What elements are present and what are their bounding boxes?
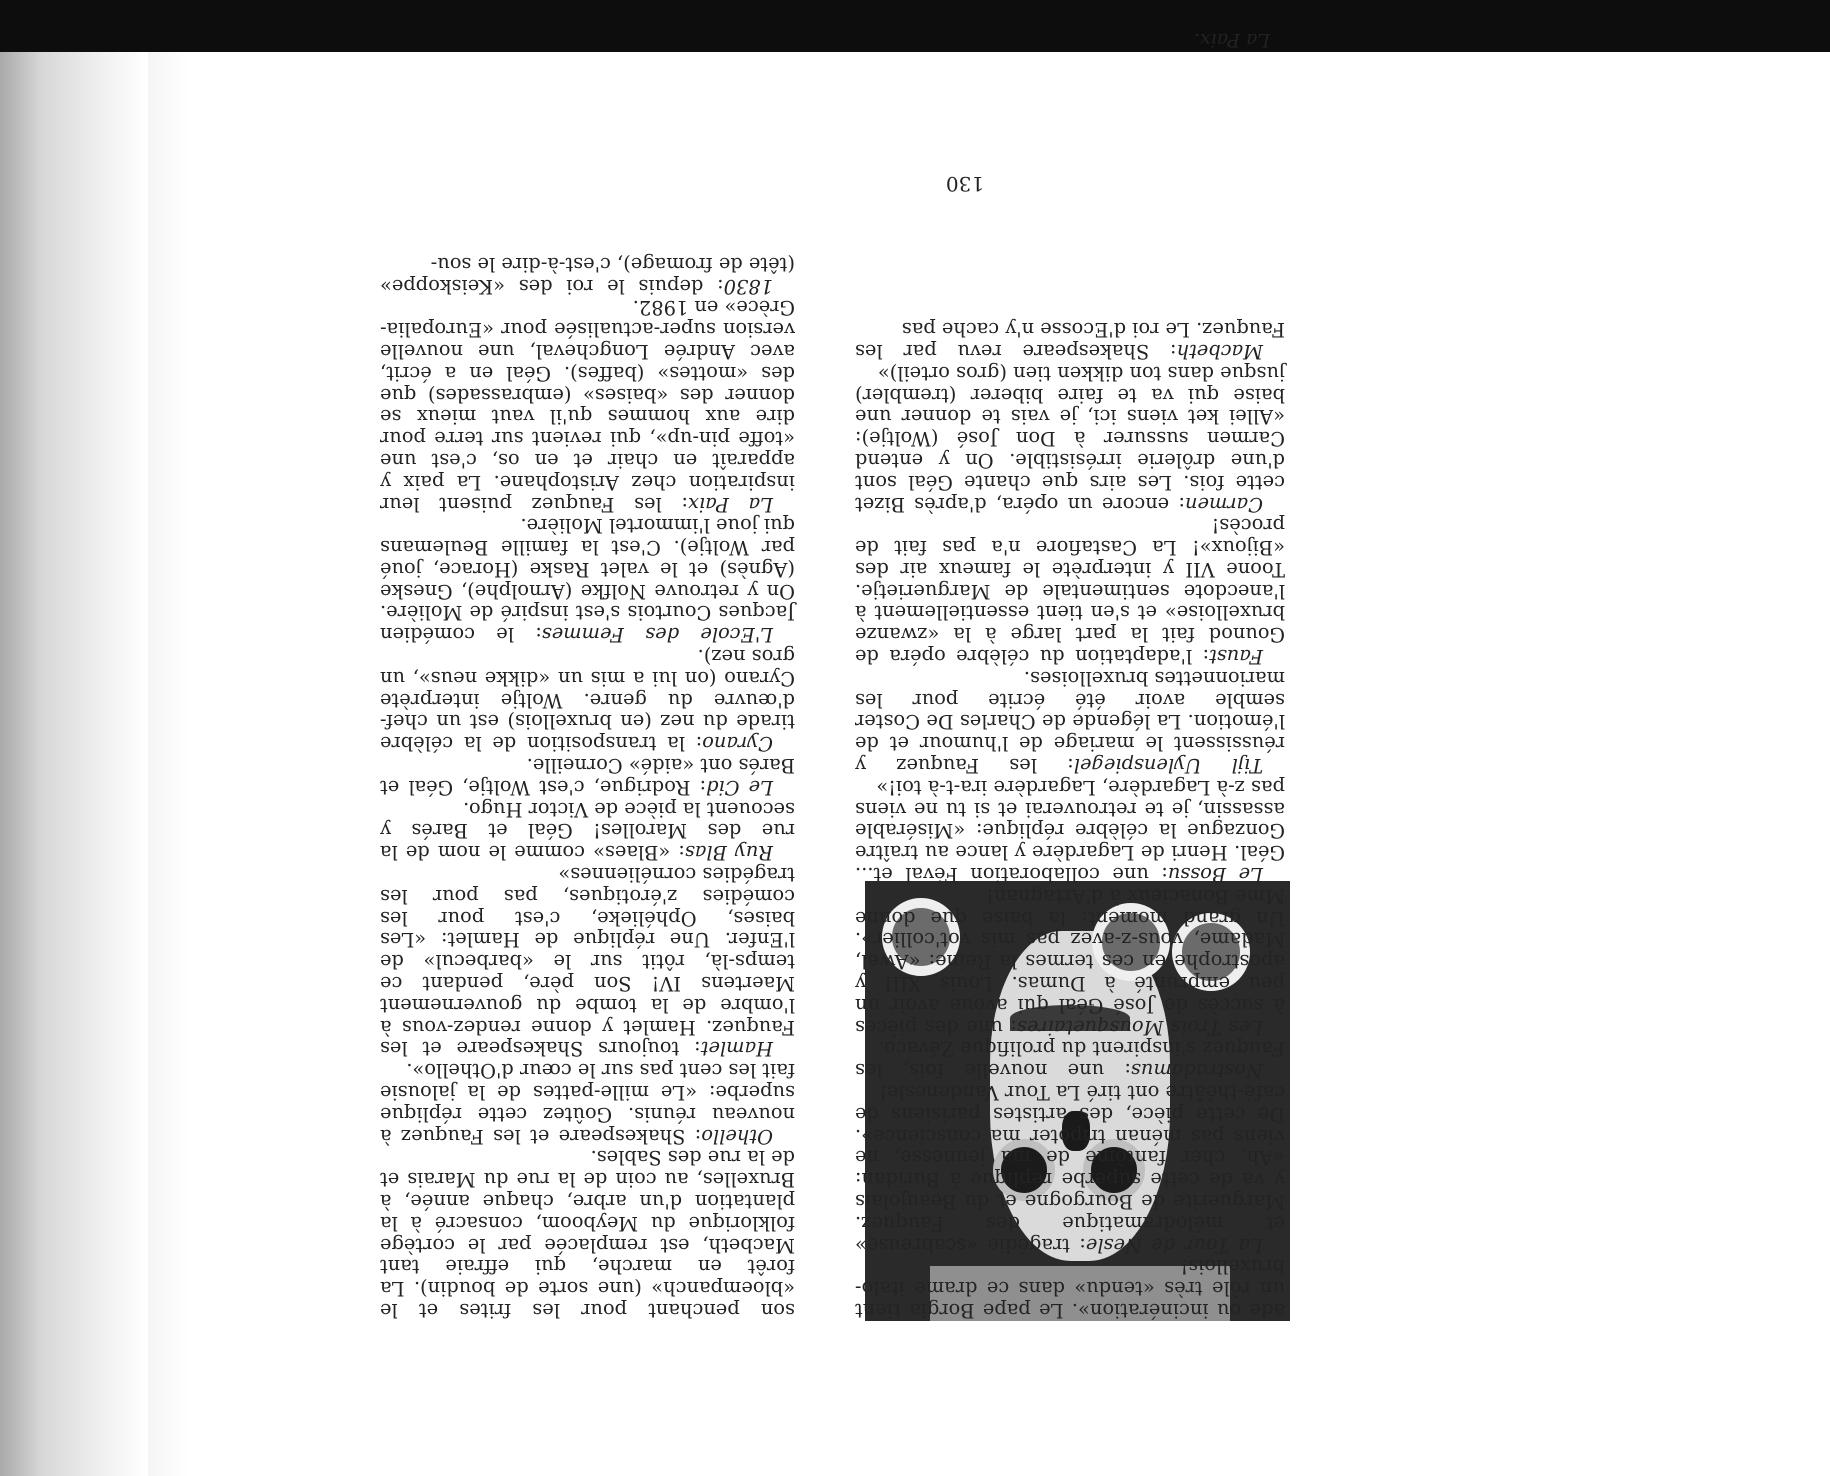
paragraph-title: Faust — [1209, 645, 1263, 669]
paragraph — [855, 885, 1285, 1038]
paragraph-text: : depuis le roi des «Keiskoppe» (tête de fromage), c'est-à-dire le sou- — [380, 252, 795, 298]
paragraph-title: Carmen — [1184, 492, 1263, 516]
text-column-left — [855, 318, 1285, 1321]
paragraph — [380, 253, 795, 297]
paragraph-text: : une des pièces à succès de José Géal qui avoue avoir un peu emprunté à Dumas. Louis XIII y apostrophe en ces termes la Reine: «Awel, Madame, vous-z-avez pas mis vot'collier». Un grand moment: la baise que donne Mme Bonacieux à d'Artagnan! — [855, 884, 1285, 1039]
paragraph-text: : les Fauquez y réussissent le mariage de l'humour et de l'émotion. La légende de Charles De Coster semble avoir été écrite pour les marionnettes bruxelloises. — [855, 666, 1285, 778]
paragraph-title: L'Ecole des Femmes — [541, 623, 773, 647]
paragraph-title: Les Trois Mousquetaires — [1016, 1015, 1263, 1039]
page-number: 130 — [945, 172, 985, 196]
paragraph-text: ade ou incinération». Le pape Borgia tient un rôle très «tendu» dans ce drame italo-bruxellois! — [855, 1255, 1285, 1322]
paragraph — [855, 1081, 1285, 1255]
paragraph-text: : l'adaptation du célèbre opéra de Gounod fait la part large à la «zwanze bruxelloise» et s'en tient essentiellement à l'anecdote sentimentale de Marguerietje. Toone VII y interprète le fameux air des «Bijoux»! La Castafiore n'a pas fait de procès! — [855, 514, 1285, 669]
paragraph — [380, 297, 795, 515]
paragraph-title: Tijl Uylenspiegel — [1073, 754, 1263, 778]
paragraph — [380, 1147, 795, 1321]
paragraph — [380, 1059, 795, 1146]
paragraph — [855, 362, 1285, 515]
paragraph — [380, 798, 795, 863]
paragraph-title: La Paix — [687, 492, 773, 516]
paragraph-text: : une nouvelle fois, les Fauquez s'inspirent du prolifique Zévaco. — [855, 1037, 1285, 1083]
paragraph-title: Cyrano — [702, 732, 773, 756]
paragraph-text: : «Blaes» comme le nom de la rue des Marolles! Géal et Barés y secouent la pièce de Victor Hugo. — [379, 797, 795, 865]
paragraph — [855, 515, 1285, 668]
paragraph-title: Othello — [701, 1124, 773, 1148]
paragraph — [855, 1256, 1285, 1321]
paragraph-text: : tragédie «scabreuse» et mélodramatique des Fauquez. Marguerite de Bourgogne et du Beaujolais y va de cette superbe réplique à Buridan: «Ah, cher fantôme de ma jeunesse, ne viens pas ménan tripoter ma conscience». De cette pièce, des artistes parisiens de café-théâtre ont tiré La Tour Vandenesle! — [855, 1081, 1285, 1257]
page-edge — [148, 52, 190, 1476]
paragraph — [380, 754, 795, 798]
scanner-border — [0, 0, 1830, 52]
paragraph — [380, 515, 795, 646]
paragraph-title: Macbeth — [1176, 339, 1263, 363]
paragraph-text: : la transposition de la célèbre tirade du nez (en bruxellois) est un chef-d'œuvre du genre. Woltje interprète Cyrano (on lui a mis un «dikke neus», un gros nez). — [380, 645, 795, 756]
paragraph-title: Ruy Blas — [684, 841, 773, 865]
paragraph — [380, 645, 795, 754]
paragraph-title: La Tour de Nesle — [1085, 1233, 1263, 1257]
paragraph-text: : le comédien Jacques Courtois s'est inspiré de Molière. On y retrouve Nolfke (Arnolphe), Gneske (Agnès) et le valet Raske (Horace, joué par Woltje). C'est la famille Beulemans qui joue l'immortel Molière. — [379, 514, 795, 647]
paragraph — [380, 863, 795, 1059]
paragraph-title: Le Cid — [706, 775, 773, 799]
photo-caption: La Paix. — [1193, 29, 1270, 51]
paragraph-text: : Shakespeare revu par les Fauquez. Le roi d'Ecosse n'y cache pas — [855, 318, 1285, 363]
paragraph-text: : toujours Shakespeare et les Fauquez. Hamlet y donne rendez-vous à l'ombre de la tombe du gouvernement Maertens IV! Son père, pendant ce temps-là, rôtit sur le «barbecul» de l'Enfer. Une réplique de Hamlet: «Les baises, Ophélieke, c'est pour les comédies z'érotiques, pas pour les tragédies cornéliennes» — [380, 863, 795, 1061]
paragraph-title: Hamlet — [700, 1037, 773, 1061]
paragraph — [855, 667, 1285, 776]
book-spine — [0, 52, 148, 1476]
paragraph-text: : encore un opéra, d'après Bizet cette fois. Les airs que chante Géal sont d'une drôlerie irrésistible. On y entend Carmen sussurer à Don José (Woltje): «Allei ket viens ici, je vais te donner une baise qui va te faire biberer (trembler) jusque dans ton dikken tien (gros orteil)» — [855, 361, 1285, 516]
paragraph-title: Le Bossu — [1167, 863, 1263, 887]
paragraph-text: : Shakespeare et les Fauquez à nouveau réunis. Goûtez cette réplique superbe: «Le mille-pattes de la jalousie fait les cent pas sur le cœur d'Othello». — [380, 1059, 795, 1148]
paragraph-title: 1830 — [723, 274, 773, 298]
paragraph — [855, 318, 1285, 362]
text-column-right — [380, 253, 795, 1321]
paragraph-text: son penchant pour les frites et le «bloempanch» (une sorte de boudin). La forêt en marche, qui effraie tant Macbeth, est remplacée par le cortège folklorique du Meyboom, consacré à la plantation d'un arbre, chaque année, à Bruxelles, au coin de la rue du Marais et de la rue des Sables. — [380, 1146, 795, 1322]
paragraph-text: : les Fauquez puisent leur inspiration chez Aristophane. La paix y apparaît en chair et en os, c'est une «toffe pin-up», qui revient sur terre pour dire aux hommes qu'il vaut mieux se donner des «baises» (embrassades) que des «mottes» (baffes). Géal en a écrit, avec Andrée Longcheval, une nouvelle version super-actualisée pour «Europalia-Grèce» en 1982. — [380, 296, 795, 516]
paragraph — [855, 1038, 1285, 1082]
paragraph — [855, 776, 1285, 885]
paragraph-text: : une collaboration Féval et... Géal. Henri de Lagardère y lance au traître Gonzague la célèbre réplique: «Misérable assassin, je te retrouverai et si tu ne viens pas z-à Lagardère, Lagardère ira-t-à toi!» — [855, 775, 1285, 887]
paragraph-title: Nostradamus — [1130, 1059, 1263, 1083]
paragraph-text: : Rodrigue, c'est Woltje, Géal et Barés ont «aidé» Corneille. — [379, 754, 795, 799]
